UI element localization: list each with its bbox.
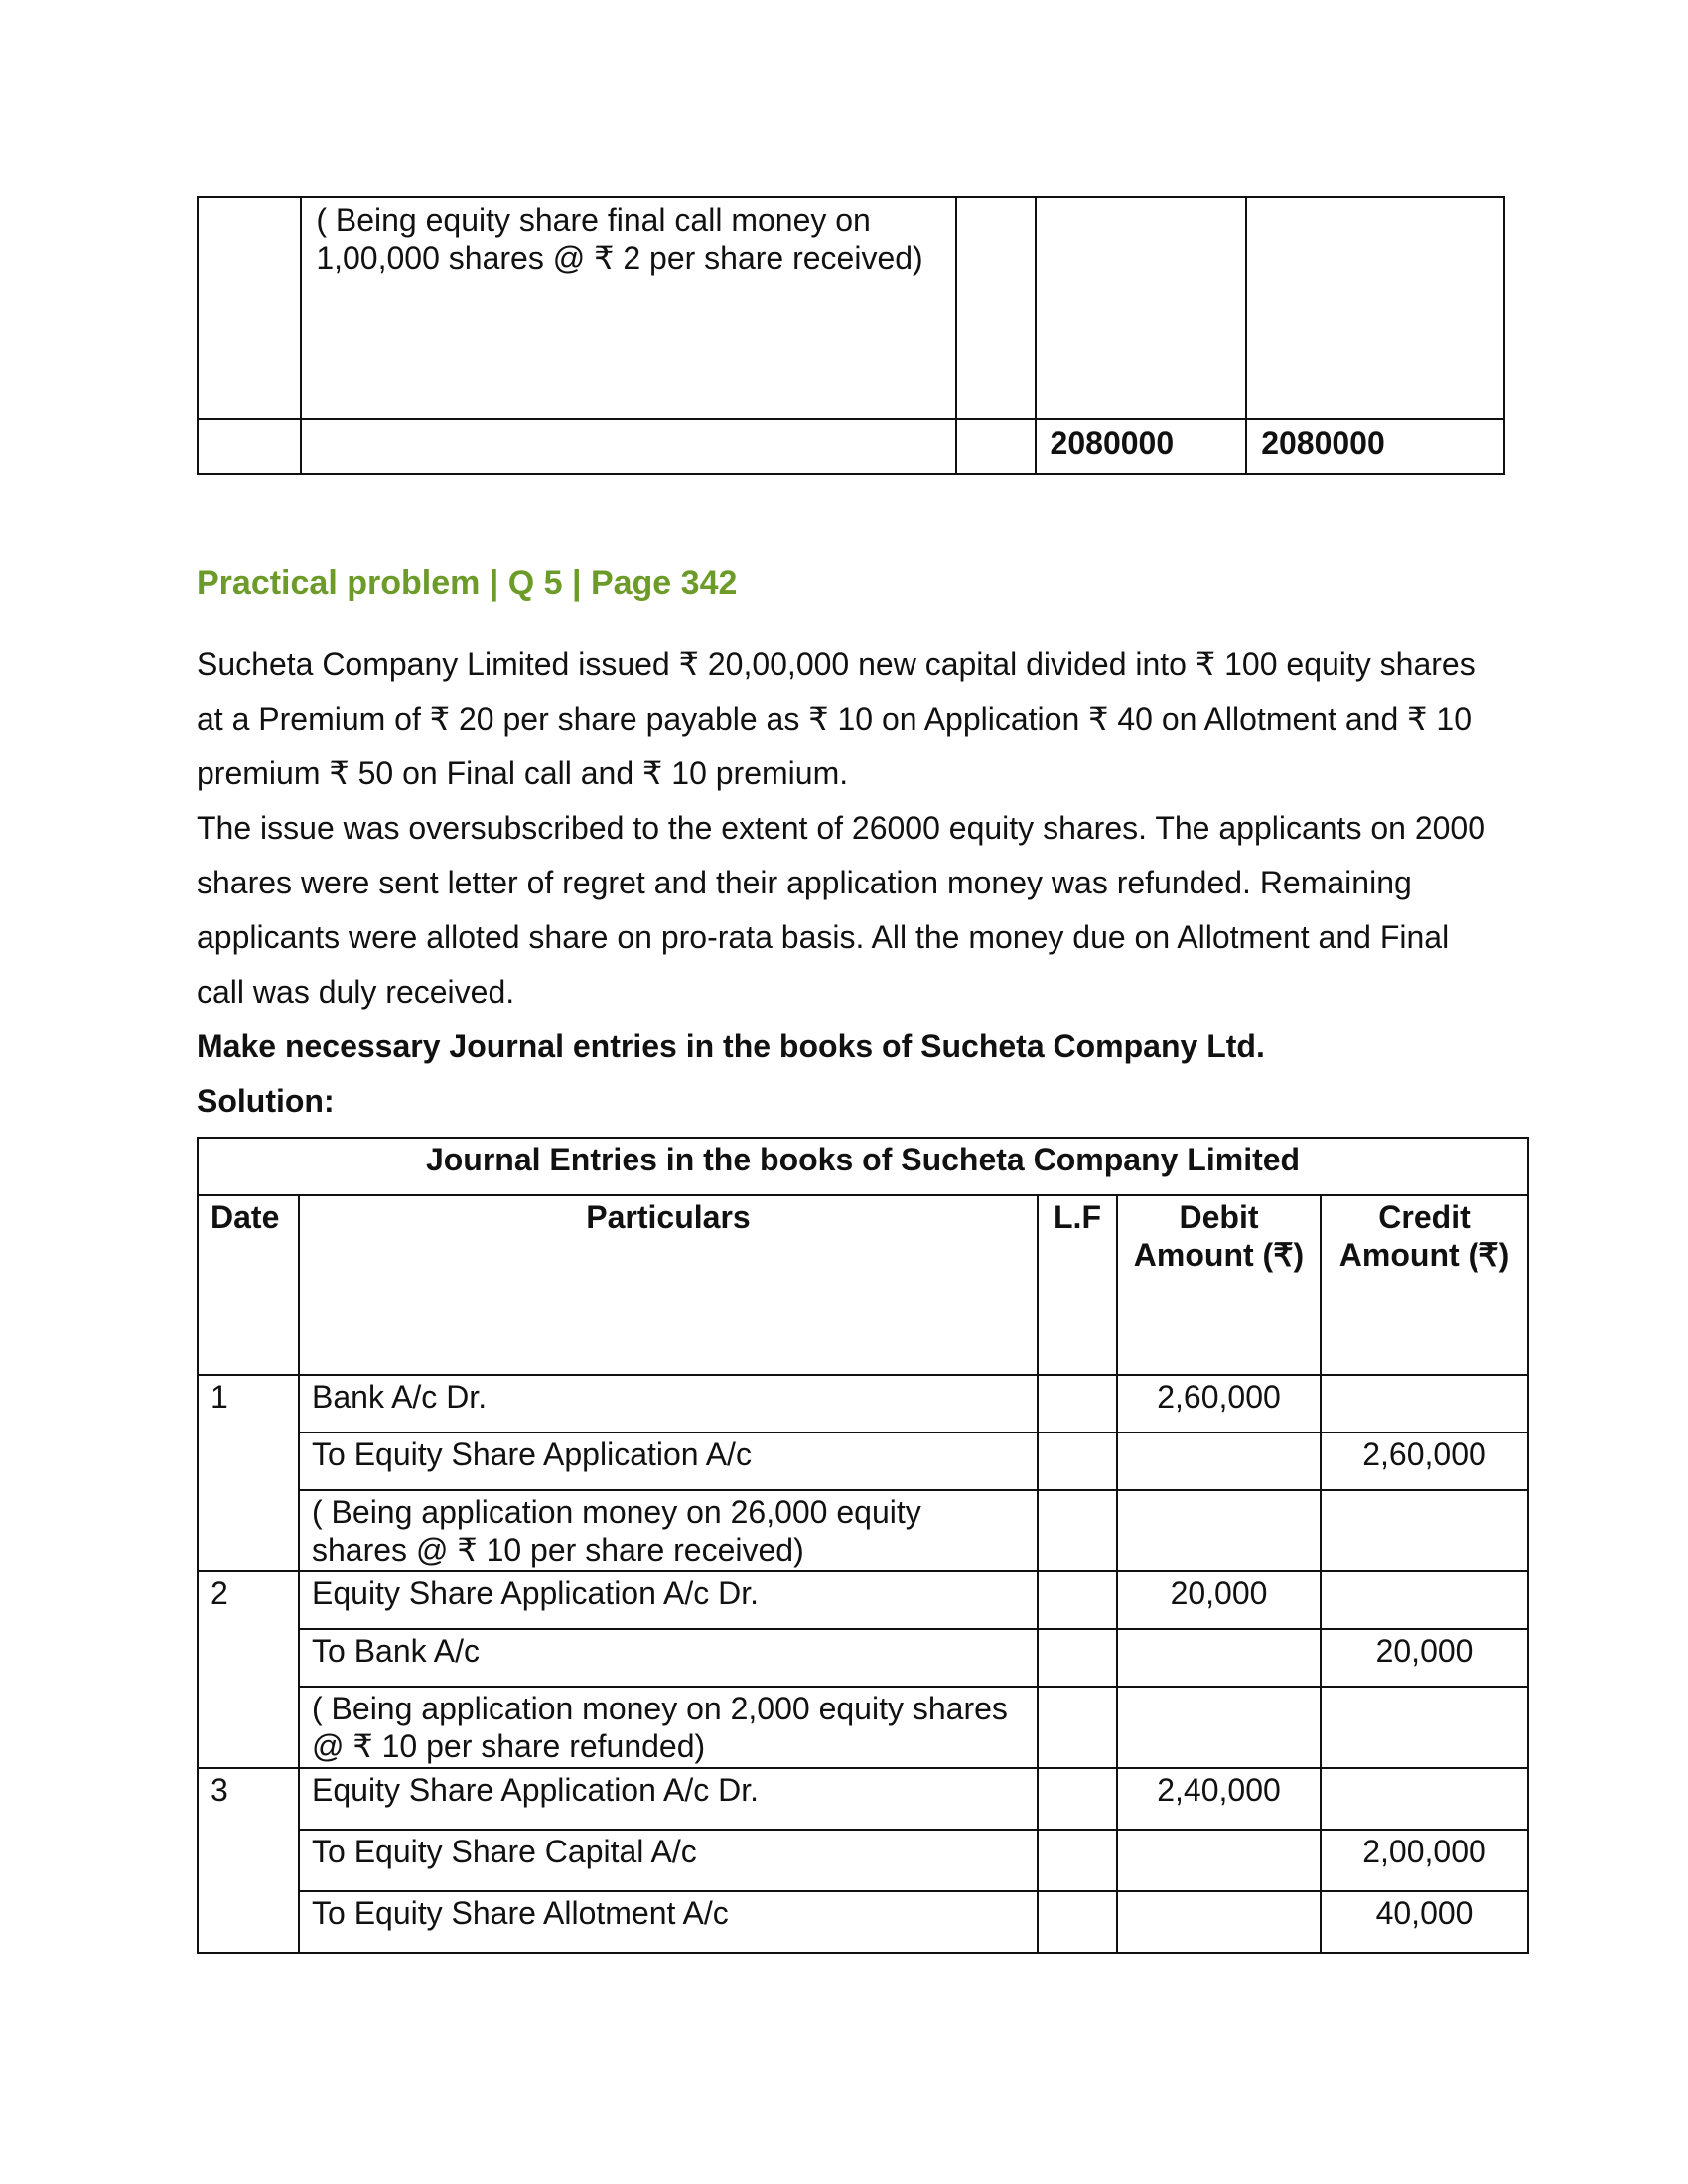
problem-instruction: Make necessary Journal entries in the books of Sucheta Company Ltd. bbox=[197, 1028, 1265, 1064]
particulars-cell: Bank A/c Dr. bbox=[299, 1375, 1038, 1433]
header-lf: L.F bbox=[1038, 1195, 1117, 1375]
particulars-cell: Equity Share Application A/c Dr. bbox=[299, 1768, 1038, 1830]
credit-cell: 2,60,000 bbox=[1321, 1433, 1528, 1490]
lf-cell bbox=[956, 197, 1035, 419]
particulars-cell: To Equity Share Capital A/c bbox=[299, 1830, 1038, 1891]
table-row bbox=[198, 1375, 1528, 1433]
credit-cell: 20,000 bbox=[1321, 1629, 1528, 1687]
total-debit: 2080000 bbox=[1036, 419, 1247, 474]
credit-cell bbox=[1321, 1490, 1528, 1571]
lf-cell bbox=[1038, 1629, 1117, 1687]
credit-cell bbox=[1321, 1687, 1528, 1768]
debit-cell bbox=[1036, 197, 1247, 419]
table-row bbox=[198, 1433, 1528, 1490]
problem-heading: Practical problem | Q 5 | Page 342 bbox=[197, 564, 738, 602]
credit-cell bbox=[1321, 1571, 1528, 1629]
table-row bbox=[198, 1490, 1528, 1571]
header-particulars: Particulars bbox=[299, 1195, 1038, 1375]
problem-paragraph-1: Sucheta Company Limited issued ₹ 20,00,000 new capital divided into ₹ 100 equity shares at a Premium of ₹ 20 per share payable as ₹ 10 on Application ₹ 40 on Allotment and ₹ 10 premium ₹ 50 on Final call and ₹ 10 premium. bbox=[197, 646, 1476, 791]
header-credit: Credit Amount (₹) bbox=[1321, 1195, 1528, 1375]
narration-cell: ( Being application money on 26,000 equity shares @ ₹ 10 per share received) bbox=[299, 1490, 1038, 1571]
particulars-cell: To Equity Share Application A/c bbox=[299, 1433, 1038, 1490]
lf-cell bbox=[1038, 1433, 1117, 1490]
narration-cell: ( Being application money on 2,000 equity shares @ ₹ 10 per share refunded) bbox=[299, 1687, 1038, 1768]
table-row bbox=[198, 1629, 1528, 1687]
table-row bbox=[198, 1768, 1528, 1830]
debit-cell bbox=[1117, 1687, 1321, 1768]
debit-cell bbox=[1117, 1433, 1321, 1490]
credit-cell bbox=[1246, 197, 1504, 419]
lf-cell bbox=[956, 419, 1035, 474]
credit-cell: 2,00,000 bbox=[1321, 1830, 1528, 1891]
debit-cell bbox=[1117, 1830, 1321, 1891]
table-row bbox=[198, 1891, 1528, 1953]
lf-cell bbox=[1038, 1830, 1117, 1891]
lf-cell bbox=[1038, 1891, 1117, 1953]
narration-cell: ( Being equity share final call money on 1,00,000 shares @ ₹ 2 per share received) bbox=[301, 197, 956, 419]
entry-date: 3 bbox=[198, 1768, 299, 1953]
debit-cell: 20,000 bbox=[1117, 1571, 1321, 1629]
solution-label: Solution: bbox=[197, 1083, 335, 1119]
particulars-cell bbox=[301, 419, 956, 474]
particulars-cell: To Bank A/c bbox=[299, 1629, 1038, 1687]
previous-journal-table bbox=[197, 196, 1505, 475]
credit-cell: 40,000 bbox=[1321, 1891, 1528, 1953]
lf-cell bbox=[1038, 1490, 1117, 1571]
table-row bbox=[198, 1830, 1528, 1891]
debit-cell bbox=[1117, 1891, 1321, 1953]
credit-cell bbox=[1321, 1768, 1528, 1830]
debit-cell bbox=[1117, 1629, 1321, 1687]
particulars-cell: To Equity Share Allotment A/c bbox=[299, 1891, 1038, 1953]
debit-cell: 2,40,000 bbox=[1117, 1768, 1321, 1830]
table-row bbox=[198, 1571, 1528, 1629]
total-credit: 2080000 bbox=[1246, 419, 1504, 474]
date-cell bbox=[198, 419, 301, 474]
debit-cell: 2,60,000 bbox=[1117, 1375, 1321, 1433]
lf-cell bbox=[1038, 1375, 1117, 1433]
credit-cell bbox=[1321, 1375, 1528, 1433]
lf-cell bbox=[1038, 1768, 1117, 1830]
debit-cell bbox=[1117, 1490, 1321, 1571]
entry-date: 2 bbox=[198, 1571, 299, 1768]
lf-cell bbox=[1038, 1687, 1117, 1768]
journal-caption: Journal Entries in the books of Sucheta Company Limited bbox=[198, 1138, 1528, 1195]
header-date: Date bbox=[198, 1195, 299, 1375]
problem-statement bbox=[197, 637, 1487, 1129]
table-row bbox=[198, 1687, 1528, 1768]
particulars-cell: Equity Share Application A/c Dr. bbox=[299, 1571, 1038, 1629]
journal-table bbox=[197, 1137, 1529, 1954]
entry-date: 1 bbox=[198, 1375, 299, 1571]
header-debit: Debit Amount (₹) bbox=[1117, 1195, 1321, 1375]
date-cell bbox=[198, 197, 301, 419]
problem-paragraph-2: The issue was oversubscribed to the extent of 26000 equity shares. The applicants on 2000 shares were sent letter of regret and their application money was refunded. Remaining applicants were alloted share on pro-rata basis. All the money due on Allotment and Final call was duly received. bbox=[197, 810, 1485, 1010]
lf-cell bbox=[1038, 1571, 1117, 1629]
